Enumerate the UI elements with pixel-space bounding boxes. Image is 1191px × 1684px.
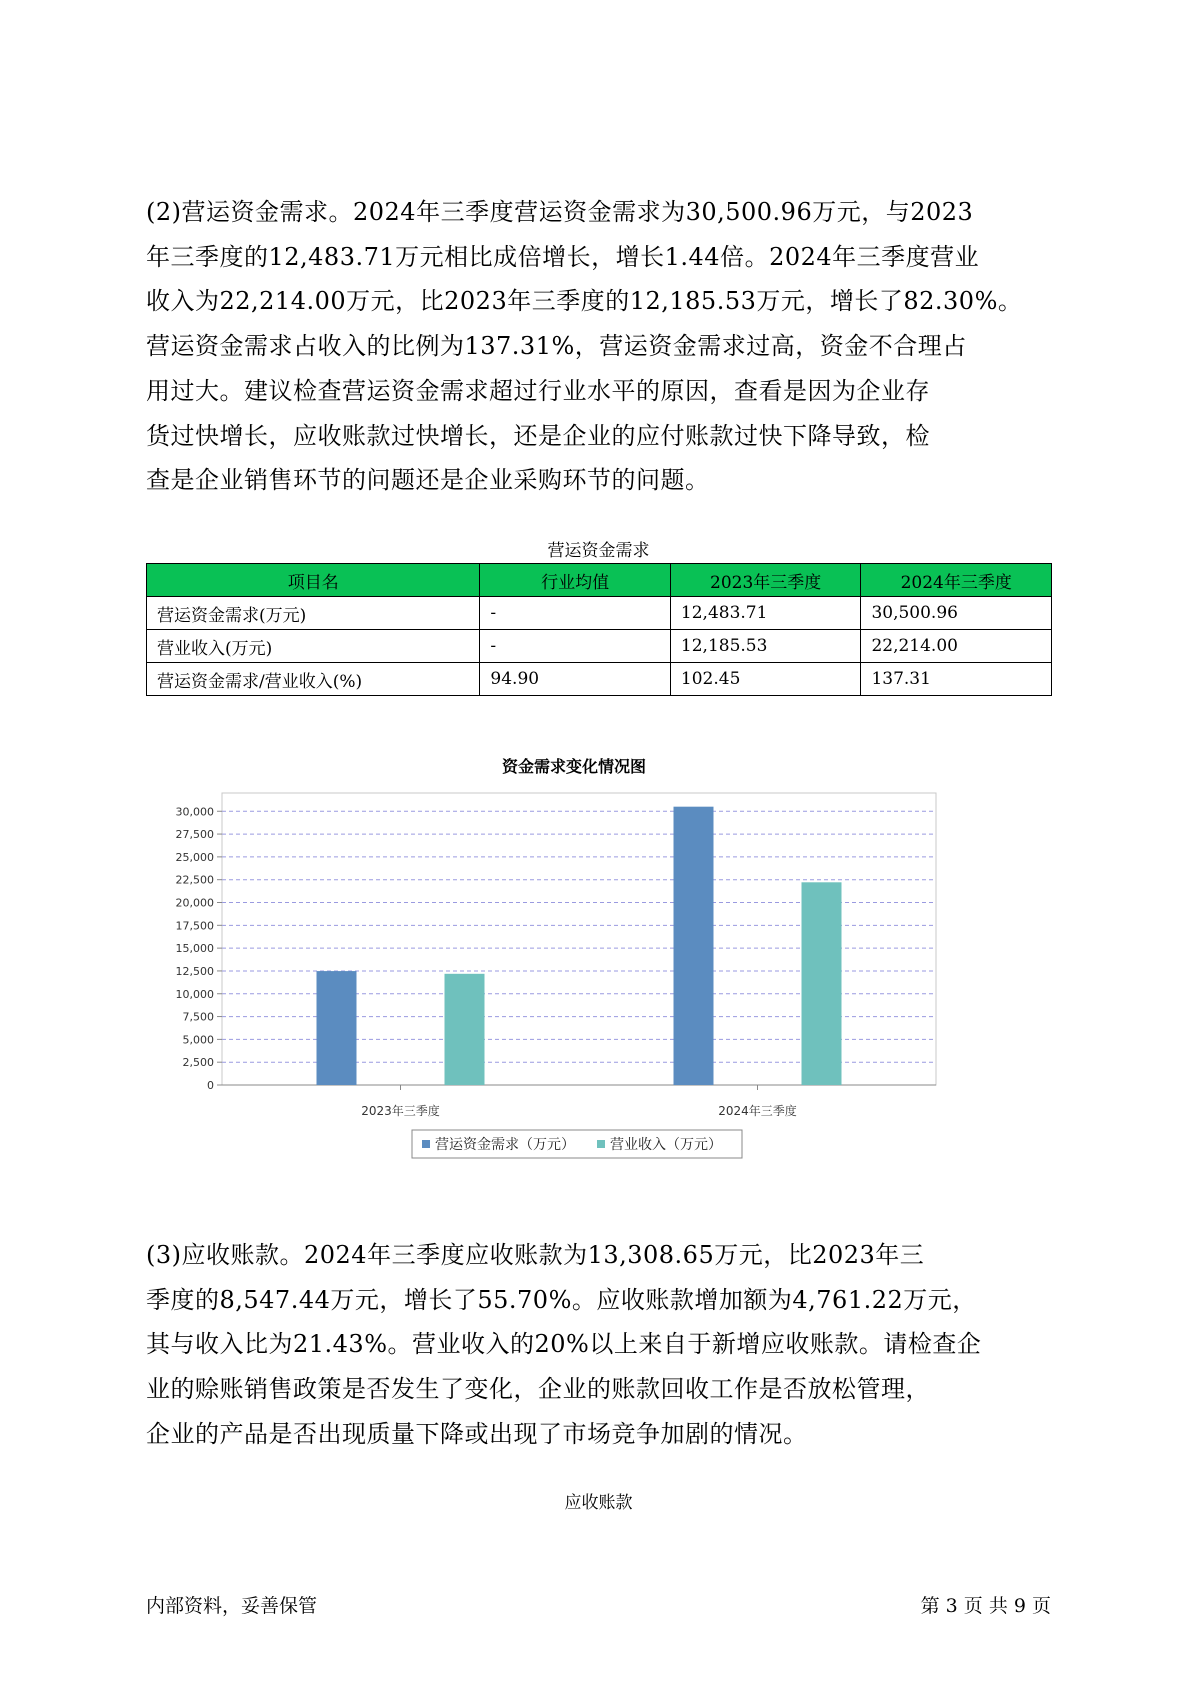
section-2-paragraph: (2)营运资金需求。2024年三季度营运资金需求为30,500.96万元，与2023 年三季度的12,483.71万元相比成倍增长，增长1.44倍。2024年三季度营业 收入为22,214.00万元，比2023年三季度的12,185.53万元，增长了82.30%。 营运资金需求占收入的比例为137.31%，营运资金需求过高，资金不合理占 用过大。建议检查营运资金需求超过行业水平的原因，查看是因为企业存 货过快增长，应收账款过快增长，还是企业的应付账款过快下降导致，检 查是企业销售环节的问题还是企业采购环节的问题。 [146, 198, 1023, 495]
table-caption: 营运资金需求 [547, 541, 650, 561]
table-cell: 12,185.53 [670, 630, 861, 663]
y-tick-label: 5,000 [182, 1033, 214, 1047]
y-tick-label: 12,500 [175, 964, 214, 978]
table-row [147, 630, 1052, 663]
table-cell: 营运资金需求/营业收入(%) [147, 663, 480, 696]
section-3-paragraph: (3)应收账款。2024年三季度应收账款为13,308.65万元，比2023年三 季度的8,547.44万元，增长了55.70%。应收账款增加额为4,761.22万元， 其与收入比为21.43%。营业收入的20%以上来自于新增应收账款。请检查企 业的赊账销售政策是否发生了变化，企业的账款回收工作是否放松管理， 企业的产品是否出现质量下降或出现了市场竞争加剧的情况。 [146, 1241, 982, 1448]
y-tick-label: 27,500 [175, 828, 214, 842]
x-tick-label: 2024年三季度 [718, 1104, 797, 1118]
legend-label: 营业收入（万元） [610, 1137, 722, 1153]
table-cell: 137.31 [861, 663, 1052, 696]
table-header-cell: 2024年三季度 [861, 564, 1052, 597]
y-tick-label: 2,500 [182, 1056, 214, 1070]
table-cell: - [480, 630, 671, 663]
table-row [147, 663, 1052, 696]
bar [674, 807, 714, 1085]
table-cell: 12,483.71 [670, 597, 861, 630]
table-header-cell: 行业均值 [480, 564, 671, 597]
chart-title: 资金需求变化情况图 [501, 757, 647, 776]
table-cell: 22,214.00 [861, 630, 1052, 663]
table-cell: 102.45 [670, 663, 861, 696]
y-tick-label: 20,000 [175, 896, 214, 910]
y-tick-label: 7,500 [182, 1010, 214, 1024]
y-tick-label: 25,000 [175, 850, 214, 864]
y-tick-label: 15,000 [175, 942, 214, 956]
bar [317, 971, 357, 1085]
table-header-row [147, 564, 1052, 597]
x-tick-label: 2023年三季度 [361, 1104, 440, 1118]
bar [445, 974, 485, 1085]
table-cell: 94.90 [480, 663, 671, 696]
y-tick-label: 22,500 [175, 873, 214, 887]
accounts-receivable-caption: 应收账款 [564, 1493, 633, 1513]
y-tick-label: 17,500 [175, 919, 214, 933]
footer-note: 内部资料，妥善保管 [146, 1595, 318, 1617]
table-row [147, 597, 1052, 630]
working-capital-table [146, 563, 1052, 696]
table-cell: 30,500.96 [861, 597, 1052, 630]
table-header-cell: 2023年三季度 [670, 564, 861, 597]
bar [802, 882, 842, 1085]
funding-demand-chart [146, 750, 1051, 1200]
table-cell: 营运资金需求(万元) [147, 597, 480, 630]
y-tick-label: 10,000 [175, 987, 214, 1001]
chart-svg [146, 750, 1051, 1200]
legend-swatch [597, 1140, 605, 1148]
table-cell: 营业收入(万元) [147, 630, 480, 663]
table-cell: - [480, 597, 671, 630]
legend-swatch [422, 1140, 430, 1148]
y-tick-label: 0 [207, 1079, 214, 1092]
table-header-cell: 项目名 [147, 564, 480, 597]
legend-label: 营运资金需求（万元） [435, 1137, 575, 1153]
y-tick-label: 30,000 [175, 805, 214, 819]
page-number: 第 3 页 共 9 页 [920, 1595, 1051, 1617]
